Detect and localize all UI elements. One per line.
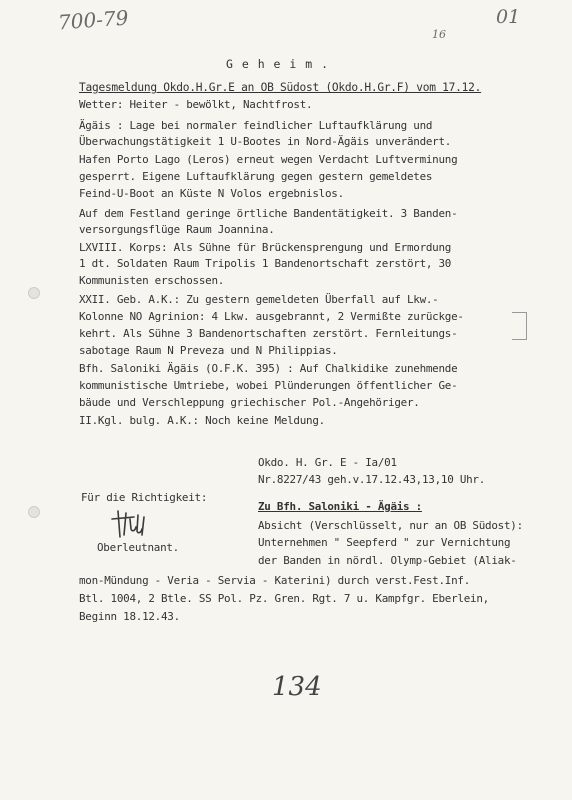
section-line: Beginn 18.12.43. bbox=[79, 610, 180, 623]
body-line: 1 dt. Soldaten Raum Tripolis 1 Bandenortschaft zerstört, 30 bbox=[79, 257, 452, 270]
handwritten-page-number: 134 bbox=[272, 672, 322, 702]
sheet-number: 01 bbox=[496, 6, 521, 28]
body-line: XXII. Geb. A.K.: Zu gestern gemeldeten Überfall auf Lkw.- bbox=[79, 293, 439, 306]
section-line: Unternehmen " Seepferd " zur Vernichtung bbox=[258, 536, 511, 549]
punch-hole bbox=[28, 287, 40, 299]
section-line: der Banden in nördl. Olymp-Gebiet (Aliak- bbox=[258, 554, 517, 567]
reference-line: Nr.8227/43 geh.v.17.12.43,13,10 Uhr. bbox=[258, 473, 486, 486]
body-line: Kommunisten erschossen. bbox=[79, 274, 225, 287]
body-line: Feind-U-Boot an Küste N Volos ergebnislos. bbox=[79, 187, 344, 200]
certification-label: Für die Richtigkeit: bbox=[81, 491, 208, 504]
reference-line: Okdo. H. Gr. E - Ia/01 bbox=[258, 456, 397, 469]
classification-header: G e h e i m . bbox=[226, 57, 330, 71]
body-line: Auf dem Festland geringe örtliche Bandentätigkeit. 3 Banden- bbox=[79, 207, 458, 220]
body-line: Kolonne NO Agrinion: 4 Lkw. ausgebrannt, 2 Vermißte zurückge- bbox=[79, 310, 464, 323]
body-line: versorgungsflüge Raum Joannina. bbox=[79, 223, 275, 236]
body-line: sabotage Raum N Preveza und N Philippias. bbox=[79, 344, 338, 357]
body-line: gesperrt. Eigene Luftaufklärung gegen gestern gemeldetes bbox=[79, 170, 433, 183]
section-line: Btl. 1004, 2 Btle. SS Pol. Pz. Gren. Rgt. 7 u. Kampfgr. Eberlein, bbox=[79, 592, 489, 605]
body-line: II.Kgl. bulg. A.K.: Noch keine Meldung. bbox=[79, 414, 325, 427]
body-line: Ägäis : Lage bei normaler feindlicher Luftaufklärung und bbox=[79, 119, 433, 132]
body-line: kommunistische Umtriebe, wobei Plünderungen öffentlicher Ge- bbox=[79, 379, 458, 392]
body-line: kehrt. Als Sühne 3 Bandenortschaften zerstört. Fernleitungs- bbox=[79, 327, 458, 340]
body-line: Überwachungstätigkeit 1 U-Bootes in Nord-Ägäis unverändert. bbox=[79, 135, 452, 148]
body-line: LXVIII. Korps: Als Sühne für Brückensprengung und Ermordung bbox=[79, 241, 452, 254]
margin-bracket bbox=[512, 312, 527, 340]
handwritten-signature bbox=[104, 505, 160, 541]
archive-number: 700-79 bbox=[57, 5, 130, 35]
punch-hole bbox=[28, 506, 40, 518]
section-line: mon-Mündung - Veria - Servia - Katerini) durch verst.Fest.Inf. bbox=[79, 574, 471, 587]
signatory-rank: Oberleutnant. bbox=[97, 541, 179, 554]
body-line: bäude und Verschleppung griechischer Pol.-Angehöriger. bbox=[79, 396, 420, 409]
body-line: Wetter: Heiter - bewölkt, Nachtfrost. bbox=[79, 98, 313, 111]
section-line: Absicht (Verschlüsselt, nur an OB Südost): bbox=[258, 519, 523, 532]
page-mark: 16 bbox=[432, 28, 446, 41]
section-heading: Zu Bfh. Saloniki - Ägäis : bbox=[258, 500, 422, 513]
body-line: Hafen Porto Lago (Leros) erneut wegen Verdacht Luftverminung bbox=[79, 153, 458, 166]
body-line: Bfh. Saloniki Ägäis (O.F.K. 395) : Auf Chalkidike zunehmende bbox=[79, 362, 458, 375]
document-title: Tagesmeldung Okdo.H.Gr.E an OB Südost (Okdo.H.Gr.F) vom 17.12. bbox=[79, 81, 482, 94]
